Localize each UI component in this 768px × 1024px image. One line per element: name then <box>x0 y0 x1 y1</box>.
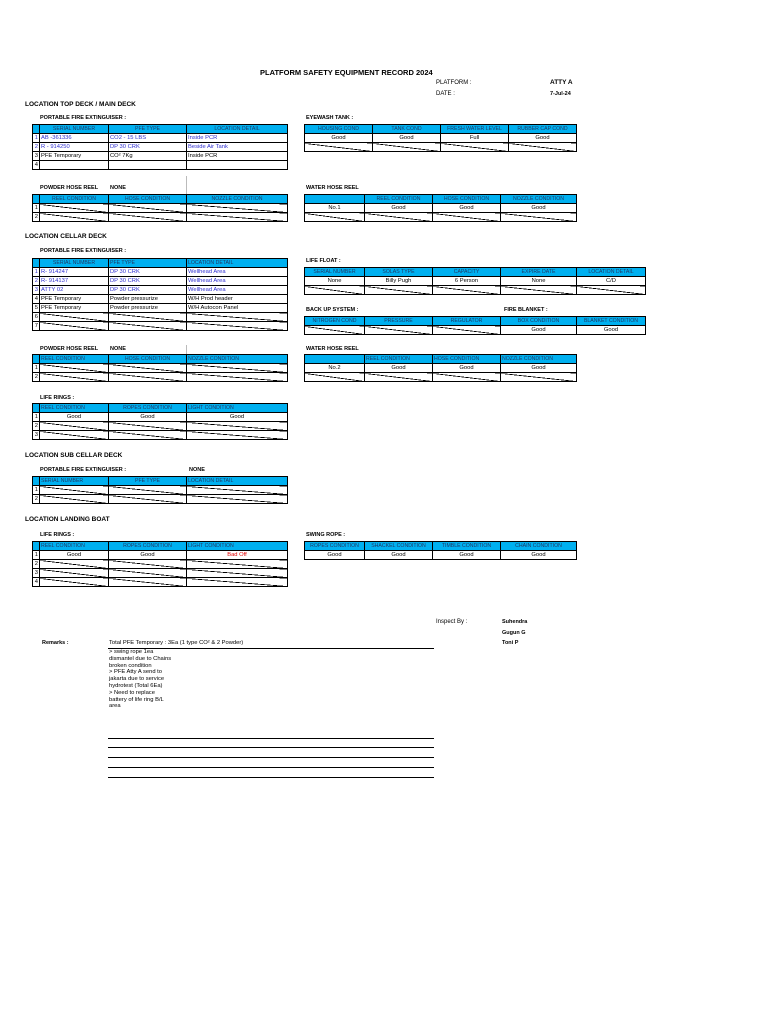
serial-cell: PFE Temporary <box>40 295 109 304</box>
remarks-line <box>108 747 434 748</box>
table-row <box>33 364 288 373</box>
table-row <box>305 143 577 152</box>
col-header: HOSE CONDITION <box>109 195 187 204</box>
table-row <box>305 364 577 373</box>
row-number: 2 <box>33 277 40 286</box>
row-number: 4 <box>33 295 40 304</box>
table-row <box>305 326 646 335</box>
table-header-row <box>33 477 288 486</box>
value-cell: Good <box>365 204 433 213</box>
value-cell: Good <box>501 364 577 373</box>
row-number: 1 <box>33 204 40 213</box>
type-cell: Powder pressurize <box>109 295 187 304</box>
value-cell: Good <box>501 551 577 560</box>
row-number: 3 <box>33 431 40 440</box>
table-row <box>33 286 288 295</box>
table-header-row <box>305 195 577 204</box>
col-header: ROPES CONDITION <box>305 542 365 551</box>
value-cell: Good <box>187 413 288 422</box>
table-header-row <box>33 355 288 364</box>
serial-cell: PFE Temporary <box>40 304 109 313</box>
table-row <box>33 268 288 277</box>
platform-label: PLATFORM : <box>436 80 472 86</box>
row-number: 1 <box>33 551 40 560</box>
row-number: 2 <box>33 560 40 569</box>
date-value: 7-Jul-24 <box>550 91 571 97</box>
col-header: FRESH WATER LEVEL <box>441 125 509 134</box>
type-cell: DP 30 CRK <box>109 286 187 295</box>
col-header: HOSE CONDITION <box>109 355 187 364</box>
row-number: 2 <box>33 213 40 222</box>
table-row <box>33 161 288 170</box>
remarks-line <box>108 777 434 778</box>
col-header: LOCATION DETAIL <box>187 477 288 486</box>
location-cell: Wellhead Area <box>187 277 288 286</box>
top-powder-value: NONE <box>110 185 126 191</box>
type-cell: DP 30 CRK <box>109 277 187 286</box>
value-cell: Bad Off <box>187 551 288 560</box>
col-header: LIGHT CONDITION <box>187 404 288 413</box>
col-header: HOSE CONDITION <box>433 355 501 364</box>
col-header: ROPES CONDITION <box>109 404 187 413</box>
col-header: TIMBLE CONDITION <box>433 542 501 551</box>
col-header: LIGHT CONDITION <box>187 542 288 551</box>
type-cell: DP 30 CRK <box>109 143 187 152</box>
table-header-row <box>305 268 646 277</box>
serial-cell: R- 914137 <box>40 277 109 286</box>
value-cell: Good <box>40 413 109 422</box>
value-cell: Good <box>501 326 577 335</box>
table-row <box>305 213 577 222</box>
location-cell: Beside Air Tank <box>187 143 288 152</box>
location-cell: Wellhead Area <box>187 286 288 295</box>
col-header: HOUSING COND <box>305 125 373 134</box>
col-header: SERIAL NUMBER <box>40 477 109 486</box>
row-number: 3 <box>33 152 40 161</box>
platform-value: ATTY A <box>550 79 573 86</box>
remark-line: > PFE Atty A send to <box>109 669 163 676</box>
row-number: 2 <box>33 373 40 382</box>
value-cell: No.2 <box>305 364 365 373</box>
serial-cell: R - 914250 <box>40 143 109 152</box>
value-cell: Good <box>433 551 501 560</box>
value-cell: No.1 <box>305 204 365 213</box>
col-header: REEL CONDITION <box>40 195 109 204</box>
value-cell: None <box>501 277 577 286</box>
row-number: 1 <box>33 134 40 143</box>
col-header: REEL CONDITION <box>365 195 433 204</box>
value-cell: Good <box>577 326 646 335</box>
inspector-name: Gugun G <box>502 630 526 636</box>
row-number: 3 <box>33 569 40 578</box>
col-header: REEL CONDITION <box>40 355 109 364</box>
col-header: PRESSURE <box>365 317 433 326</box>
table-header-row <box>305 317 646 326</box>
table-row <box>33 277 288 286</box>
value-cell: Good <box>109 413 187 422</box>
type-cell: CO2 - 15 LBS <box>109 134 187 143</box>
value-cell: 6 Person <box>433 277 501 286</box>
page-title: PLATFORM SAFETY EQUIPMENT RECORD 2024 <box>260 68 433 77</box>
table-row <box>305 373 577 382</box>
col-header: BOX CONDITION <box>501 317 577 326</box>
table-row <box>33 486 288 495</box>
row-number: 4 <box>33 578 40 587</box>
top-powder-label: POWDER HOSE REEL <box>40 185 99 191</box>
remarks-label: Remarks : <box>42 640 69 646</box>
value-cell: Good <box>365 364 433 373</box>
col-header: SHACKEL CONDITION <box>365 542 433 551</box>
row-number: 5 <box>33 304 40 313</box>
table-row <box>33 422 288 431</box>
remark-line: battery of life ring B/L <box>109 696 164 703</box>
remark-line: area <box>109 703 121 710</box>
value-cell: Good <box>433 204 501 213</box>
date-label: DATE : <box>436 91 455 97</box>
table-row <box>305 277 646 286</box>
col-header: NOZZLE CONDITION <box>187 195 288 204</box>
remarks-line <box>108 767 434 768</box>
location-cell: Inside PCR <box>187 134 288 143</box>
col-header: LOCATION DETAIL <box>187 125 288 134</box>
location-cell: W/H Autocon Panel <box>187 304 288 313</box>
top-pfe-label: PORTABLE FIRE EXTINGUISER : <box>40 115 127 121</box>
subcellar-pfe-value: NONE <box>189 467 205 473</box>
table-header-row <box>305 542 577 551</box>
value-cell: Good <box>305 134 373 143</box>
table-row <box>305 134 577 143</box>
cellar-liferings-table <box>32 403 288 440</box>
col-header: REEL CONDITION <box>365 355 433 364</box>
value-cell: Good <box>373 134 441 143</box>
value-cell: Good <box>40 551 109 560</box>
col-header: REGULATOR <box>433 317 501 326</box>
col-header: LOCATION DETAIL <box>187 259 288 268</box>
table-row <box>305 286 646 295</box>
col-header: EXPIRE DATE <box>501 268 577 277</box>
cellar-powder-value: NONE <box>110 346 126 352</box>
location-cell: Inside PCR <box>187 152 288 161</box>
table-row <box>33 304 288 313</box>
value-cell: Good <box>305 551 365 560</box>
cellar-powder-table <box>32 354 288 382</box>
col-header: SERIAL NUMBER <box>305 268 365 277</box>
col-header: NOZZLE CONDITION <box>501 195 577 204</box>
col-header: SOLAS TYPE <box>365 268 433 277</box>
remark-line: broken condition <box>109 662 152 669</box>
row-number: 6 <box>33 313 40 322</box>
type-cell: DP 30 CRK <box>109 268 187 277</box>
table-row <box>33 152 288 161</box>
col-header: PFE TYPE <box>109 259 187 268</box>
table-header-row <box>33 125 288 134</box>
remark-line: hydrotest (Total 6Ea) <box>109 682 163 689</box>
top-water-table <box>304 194 577 222</box>
location-sub-cellar: LOCATION SUB CELLAR DECK <box>25 452 123 459</box>
lifefloat-table <box>304 267 646 295</box>
table-row <box>33 578 288 587</box>
value-cell: Good <box>109 551 187 560</box>
location-cell: Wellhead Area <box>187 268 288 277</box>
top-water-label: WATER HOSE REEL <box>306 185 359 191</box>
col-header: SERIAL NUMBER <box>40 259 109 268</box>
cellar-powder-label: POWDER HOSE REEL <box>40 346 99 352</box>
col-header: LOCATION DETAIL <box>577 268 646 277</box>
col-header: REEL CONDITION <box>40 542 109 551</box>
remarks-line <box>108 757 434 758</box>
col-header: NOZZLE CONDITION <box>501 355 577 364</box>
col-header: CAPACITY <box>433 268 501 277</box>
value-cell: Good <box>501 204 577 213</box>
table-row <box>33 413 288 422</box>
row-number: 4 <box>33 161 40 170</box>
swing-rope-label: SWING ROPE : <box>306 532 346 538</box>
eyewash-label: EYEWASH TANK : <box>306 115 354 121</box>
serial-cell: AB -361336 <box>40 134 109 143</box>
col-header: NITROGEN COND <box>305 317 365 326</box>
lifefloat-label: LIFE FLOAT : <box>306 258 341 264</box>
row-number: 1 <box>33 364 40 373</box>
cellar-pfe-label: PORTABLE FIRE EXTINGUISER : <box>40 248 127 254</box>
remark-line: > swing rope 1ea <box>109 649 154 655</box>
table-row <box>33 134 288 143</box>
cellar-liferings-label: LIFE RINGS : <box>40 395 75 401</box>
backup-label: BACK UP SYSTEM : <box>306 307 359 313</box>
table-row <box>33 322 288 331</box>
col-header: REEL CONDITION <box>40 404 109 413</box>
remark-line: > Need to replace <box>109 689 155 696</box>
table-header-row <box>305 125 577 134</box>
type-cell: CO² 7Kg <box>109 152 187 161</box>
table-row <box>33 143 288 152</box>
value-cell: Full <box>441 134 509 143</box>
inspect-label: Inspect By : <box>436 619 468 625</box>
inspector-name: Suhendra <box>502 619 528 625</box>
serial-cell: ATTY 02 <box>40 286 109 295</box>
value-cell: None <box>305 277 365 286</box>
value-cell: C/D <box>577 277 646 286</box>
table-header-row <box>33 404 288 413</box>
col-header: RUBBER CAP COND <box>509 125 577 134</box>
remarks-summary: Total PFE Temporary : 3Ea (1 type CO² & 2 Powder) <box>109 640 244 646</box>
location-cellar-deck: LOCATION CELLAR DECK <box>25 233 107 240</box>
inspector-name: Toni P <box>502 640 519 646</box>
col-header: HOSE CONDITION <box>433 195 501 204</box>
table-header-row <box>33 259 288 268</box>
row-number: 1 <box>33 268 40 277</box>
serial-cell: R- 914247 <box>40 268 109 277</box>
value-cell: Good <box>365 551 433 560</box>
table-row <box>33 431 288 440</box>
remarks-line <box>108 738 434 739</box>
row-number: 3 <box>33 286 40 295</box>
value-cell: Good <box>433 364 501 373</box>
subcellar-pfe-table <box>32 476 288 504</box>
col-header: NOZZLE CONDITION <box>187 355 288 364</box>
serial-cell: PFE Temporary <box>40 152 109 161</box>
remark-line: jakarta due to service <box>109 676 165 683</box>
col-header: BLANKET CONDITION <box>577 317 646 326</box>
table-row <box>33 204 288 213</box>
table-header-row <box>305 355 577 364</box>
table-row <box>33 295 288 304</box>
col-header: PFE TYPE <box>109 477 187 486</box>
cellar-pfe-table <box>32 258 288 331</box>
table-row <box>33 560 288 569</box>
eyewash-table <box>304 124 577 152</box>
row-number: 2 <box>33 495 40 504</box>
value-cell: Good <box>509 134 577 143</box>
table-row <box>305 551 577 560</box>
cellar-water-table <box>304 354 577 382</box>
row-number: 1 <box>33 413 40 422</box>
top-pfe-table <box>32 124 288 170</box>
row-number: 2 <box>33 143 40 152</box>
remarks-body <box>109 649 171 710</box>
backup-blanket-table <box>304 316 646 335</box>
row-number: 1 <box>33 486 40 495</box>
table-header-row <box>33 195 288 204</box>
type-cell: Powder pressurize <box>109 304 187 313</box>
table-row <box>305 204 577 213</box>
blanket-label: FIRE BLANKET : <box>504 307 548 313</box>
table-header-row <box>33 542 288 551</box>
col-header: TANK COND <box>373 125 441 134</box>
boat-liferings-table <box>32 541 288 587</box>
col-header: CHAIN CONDITION <box>501 542 577 551</box>
boat-liferings-label: LIFE RINGS : <box>40 532 75 538</box>
location-landing-boat: LOCATION LANDING BOAT <box>25 516 110 523</box>
value-cell: Billy Pugh <box>365 277 433 286</box>
table-row <box>33 569 288 578</box>
table-row <box>33 213 288 222</box>
row-number: 2 <box>33 422 40 431</box>
swing-rope-table <box>304 541 577 560</box>
top-powder-table <box>32 194 288 222</box>
subcellar-pfe-label: PORTABLE FIRE EXTINGUISER : <box>40 467 127 473</box>
table-row <box>33 373 288 382</box>
row-number: 7 <box>33 322 40 331</box>
table-row <box>33 551 288 560</box>
col-header: SERIAL NUMBER <box>40 125 109 134</box>
table-row <box>33 313 288 322</box>
location-cell: W/H Prod header <box>187 295 288 304</box>
table-row <box>33 495 288 504</box>
cellar-water-label: WATER HOSE REEL <box>306 346 359 352</box>
col-header: ROPES CONDITION <box>109 542 187 551</box>
remark-line: dismantel due to Chains <box>109 655 172 662</box>
col-header: PFE TYPE <box>109 125 187 134</box>
location-top-deck: LOCATION TOP DECK / MAIN DECK <box>25 101 136 108</box>
